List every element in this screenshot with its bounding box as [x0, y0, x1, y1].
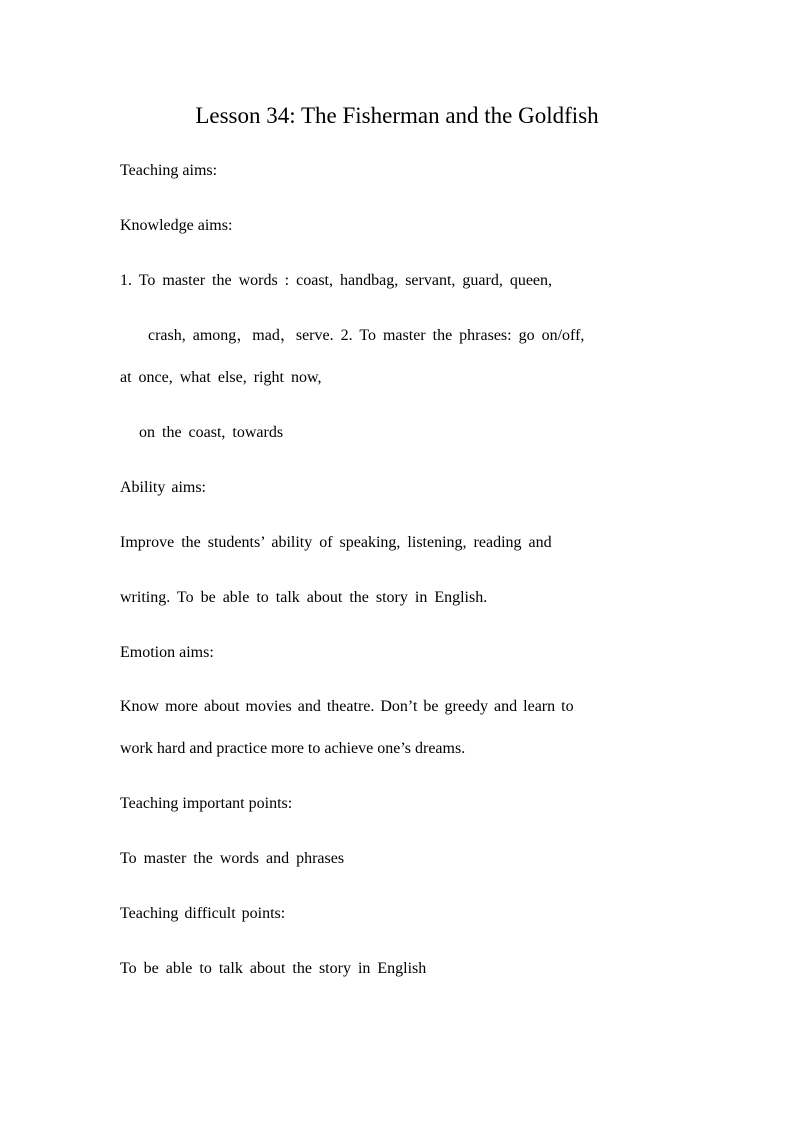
emotion-aims-line-2: work hard and practice more to achieve one’s dreams.: [120, 740, 466, 757]
heading-difficult-points: Teaching difficult points:: [120, 905, 286, 922]
heading-important-points: Teaching important points:: [120, 795, 293, 812]
knowledge-aims-line-1: 1. To master the words : coast, handbag, servant, guard, queen,: [120, 272, 553, 289]
knowledge-aims-line-4: on the coast, towards: [139, 424, 284, 441]
knowledge-aims-line-3: at once, what else, right now,: [120, 369, 322, 386]
document-title: Lesson 34: The Fisherman and the Goldfish: [195, 103, 599, 128]
heading-ability-aims: Ability aims:: [120, 479, 206, 496]
emotion-aims-line-1: Know more about movies and theatre. Don’t be greedy and learn to: [120, 698, 574, 715]
ability-aims-line-1: Improve the students’ ability of speaking, listening, reading and: [120, 534, 552, 551]
difficult-points-text: To be able to talk about the story in English: [120, 960, 427, 977]
knowledge-aims-line-2: crash, among，mad，serve. 2. To master the phrases: go on/off,: [148, 327, 585, 344]
important-points-text: To master the words and phrases: [120, 850, 345, 867]
heading-teaching-aims: Teaching aims:: [120, 162, 218, 179]
heading-knowledge-aims: Knowledge aims:: [120, 217, 233, 234]
ability-aims-line-2: writing. To be able to talk about the story in English.: [120, 589, 488, 606]
heading-emotion-aims: Emotion aims:: [120, 644, 214, 661]
